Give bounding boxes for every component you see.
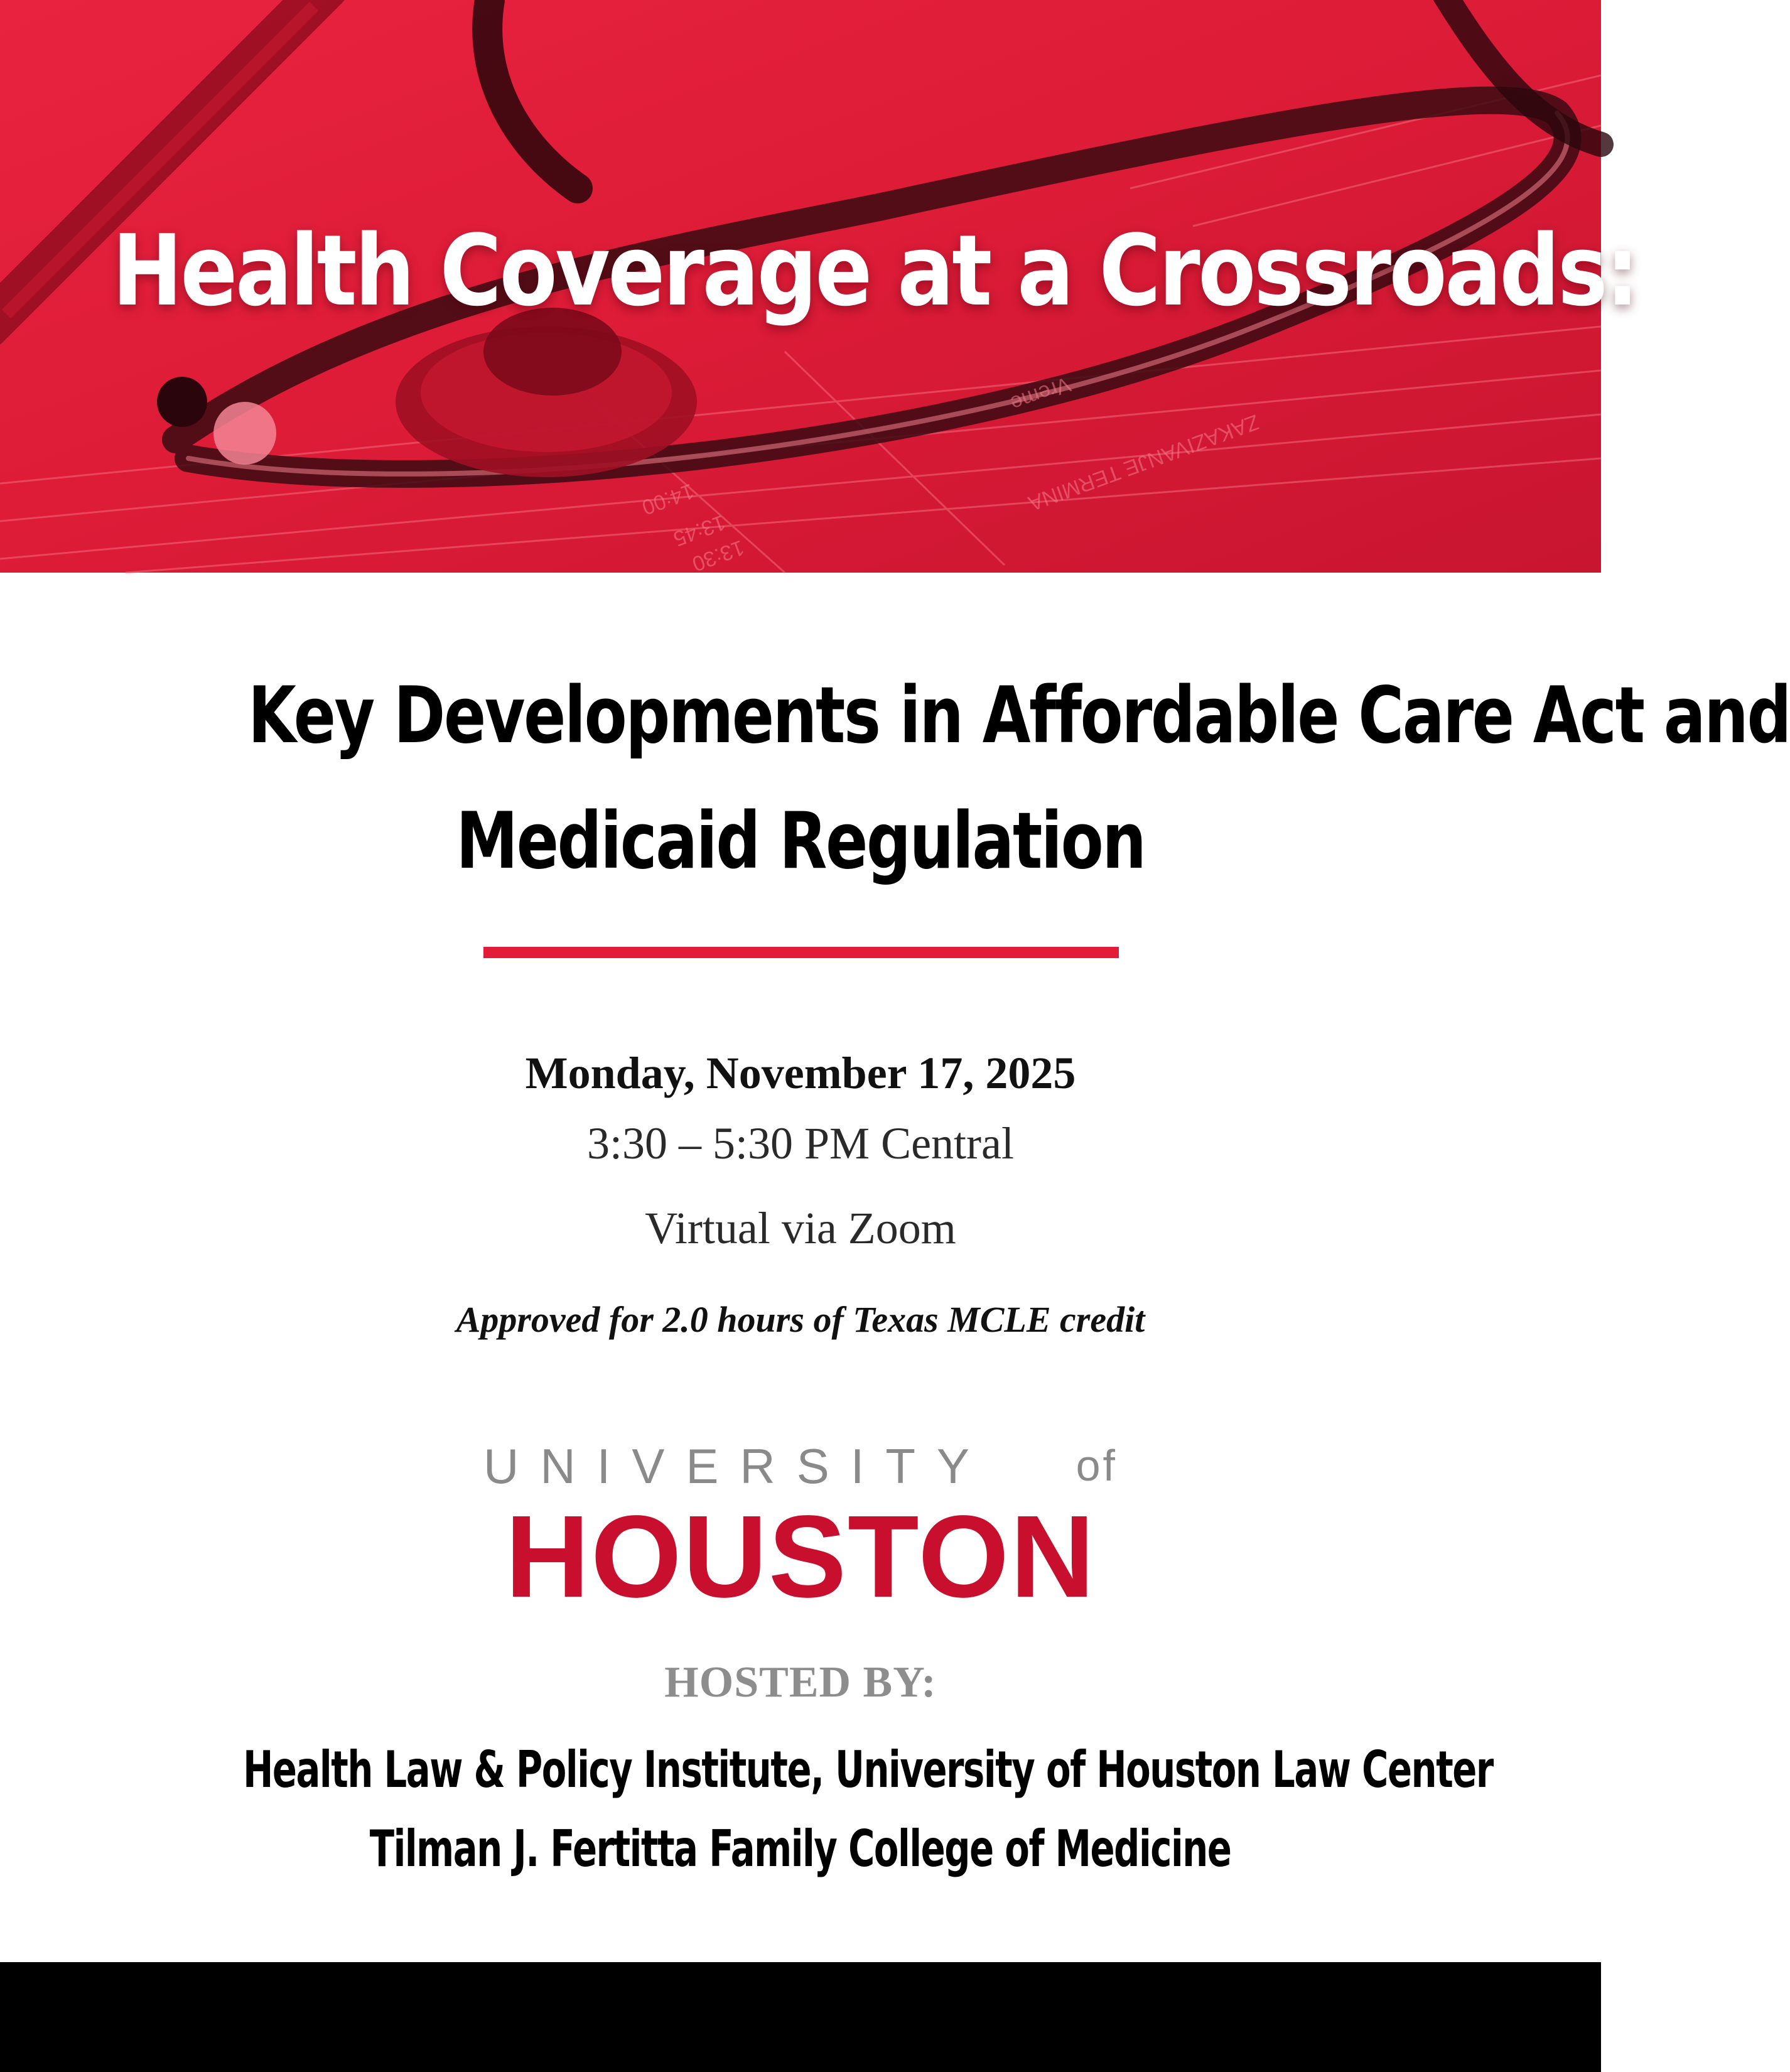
host-1-text: Health Law & Policy Institute, University of Houston Law Center	[243, 1740, 1493, 1799]
svg-text:13:45: 13:45	[670, 510, 729, 551]
event-venue: Virtual via Zoom	[645, 1203, 956, 1253]
event-subtitle	[110, 653, 1790, 904]
host-organization-1	[0, 1740, 1601, 1799]
svg-text:14:00: 14:00	[639, 478, 698, 520]
svg-text:Vreme: Vreme	[1007, 372, 1074, 416]
event-title: Health Coverage at a Crossroads:	[112, 213, 1637, 328]
subtitle-line-1: Key Developments in Affordable Care Act and	[248, 671, 1790, 761]
university-logo	[483, 1438, 1118, 1622]
hosted-by-label: HOSTED BY:	[664, 1658, 937, 1707]
hero-banner	[0, 0, 1637, 576]
host-2-text: Tilman J. Fertitta Family College of Medicine	[370, 1820, 1231, 1878]
credit-note: Approved for 2.0 hours of Texas MCLE credit	[456, 1299, 1145, 1340]
logo-university-word: UNIVERSITY	[483, 1438, 991, 1494]
subtitle-line-2: Medicaid Regulation	[456, 796, 1145, 887]
divider-rule	[483, 947, 1119, 958]
svg-text:ZAKAZIVANJE TERMINA: ZAKAZIVANJE TERMINA	[1025, 409, 1263, 515]
svg-text:13:30: 13:30	[689, 535, 748, 576]
event-time: 3:30 – 5:30 PM Central	[587, 1118, 1014, 1168]
logo-university-text	[483, 1438, 1118, 1495]
footer-bar	[0, 1962, 1601, 2072]
event-date: Monday, November 17, 2025	[525, 1048, 1076, 1098]
logo-houston-text: HOUSTON	[505, 1492, 1096, 1622]
logo-of-word: of	[1076, 1441, 1118, 1490]
host-organization-2	[0, 1820, 1601, 1878]
